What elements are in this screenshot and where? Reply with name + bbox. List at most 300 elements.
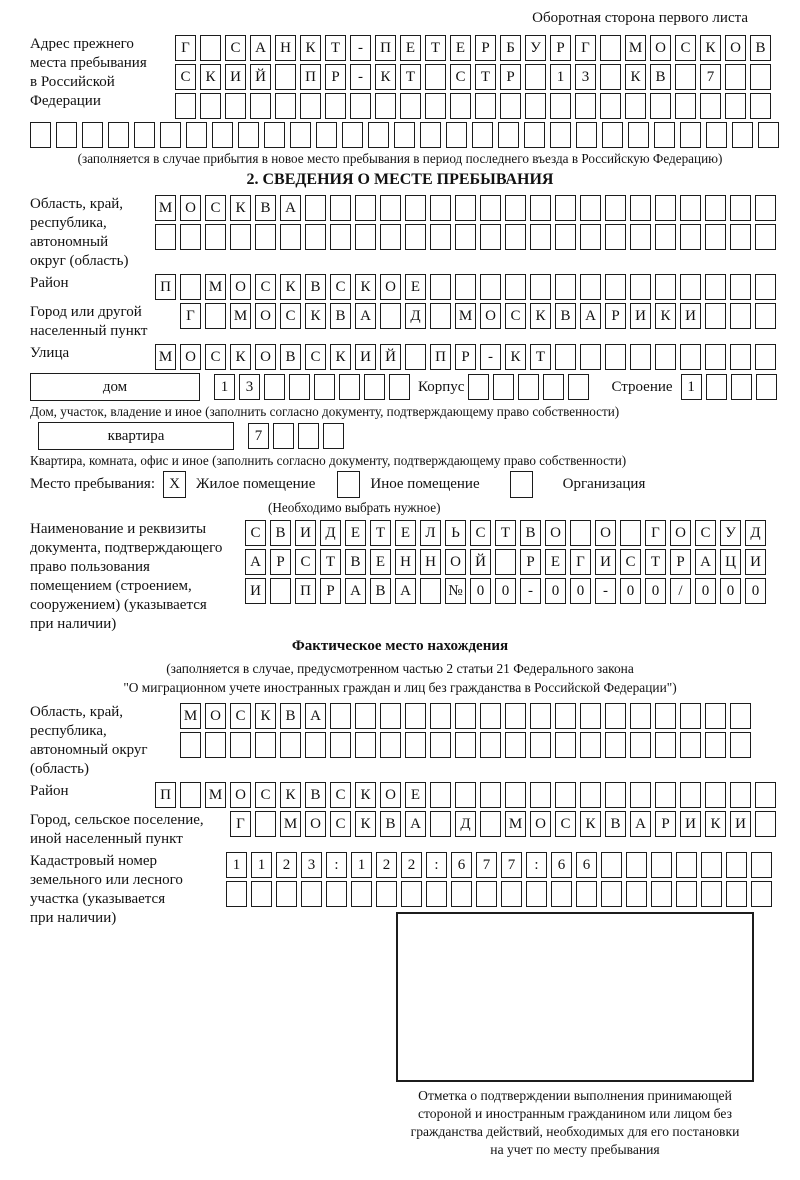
char-box[interactable] xyxy=(380,303,401,329)
char-box[interactable]: С xyxy=(695,520,716,546)
char-box[interactable] xyxy=(275,64,296,90)
char-box[interactable]: М xyxy=(155,344,176,370)
char-box[interactable] xyxy=(730,703,751,729)
char-box[interactable] xyxy=(755,782,776,808)
char-box[interactable] xyxy=(420,578,441,604)
char-box[interactable]: 0 xyxy=(720,578,741,604)
char-box[interactable]: 0 xyxy=(695,578,716,604)
char-box[interactable] xyxy=(680,344,701,370)
char-box[interactable] xyxy=(446,122,467,148)
char-box[interactable]: Р xyxy=(605,303,626,329)
char-box[interactable] xyxy=(205,303,226,329)
char-box[interactable] xyxy=(755,303,776,329)
char-box[interactable] xyxy=(368,122,389,148)
char-box[interactable]: М xyxy=(205,782,226,808)
char-box[interactable] xyxy=(420,122,441,148)
char-box[interactable]: : xyxy=(326,852,347,878)
char-box[interactable]: 0 xyxy=(570,578,591,604)
char-box[interactable] xyxy=(626,881,647,907)
char-box[interactable]: Н xyxy=(275,35,296,61)
char-box[interactable]: С xyxy=(225,35,246,61)
char-box[interactable] xyxy=(580,195,601,221)
char-box[interactable] xyxy=(551,881,572,907)
char-box[interactable] xyxy=(524,122,545,148)
char-box[interactable] xyxy=(160,122,181,148)
char-box[interactable]: Р xyxy=(655,811,676,837)
char-box[interactable] xyxy=(530,782,551,808)
char-box[interactable] xyxy=(480,782,501,808)
char-box[interactable] xyxy=(655,274,676,300)
char-box[interactable] xyxy=(605,195,626,221)
char-box[interactable] xyxy=(726,852,747,878)
char-box[interactable]: 3 xyxy=(575,64,596,90)
char-box[interactable]: В xyxy=(330,303,351,329)
char-box[interactable] xyxy=(226,881,247,907)
char-box[interactable] xyxy=(186,122,207,148)
char-box[interactable] xyxy=(455,195,476,221)
char-box[interactable] xyxy=(476,881,497,907)
char-box[interactable]: С xyxy=(330,274,351,300)
char-box[interactable] xyxy=(680,782,701,808)
char-box[interactable]: В xyxy=(370,578,391,604)
char-box[interactable] xyxy=(355,732,376,758)
char-box[interactable]: 2 xyxy=(401,852,422,878)
char-box[interactable] xyxy=(376,881,397,907)
char-box[interactable] xyxy=(355,703,376,729)
char-box[interactable]: О xyxy=(595,520,616,546)
char-box[interactable]: 1 xyxy=(226,852,247,878)
char-box[interactable]: К xyxy=(230,195,251,221)
char-box[interactable] xyxy=(751,852,772,878)
char-box[interactable]: - xyxy=(350,35,371,61)
char-box[interactable]: О xyxy=(545,520,566,546)
char-box[interactable]: 1 xyxy=(251,852,272,878)
char-box[interactable] xyxy=(495,549,516,575)
char-box[interactable]: О xyxy=(445,549,466,575)
char-box[interactable] xyxy=(225,93,246,119)
char-box[interactable]: С xyxy=(205,344,226,370)
char-box[interactable]: А xyxy=(280,195,301,221)
char-box[interactable]: В xyxy=(280,703,301,729)
char-box[interactable]: С xyxy=(255,782,276,808)
char-box[interactable]: Т xyxy=(320,549,341,575)
char-box[interactable]: Р xyxy=(325,64,346,90)
char-box[interactable]: С xyxy=(620,549,641,575)
char-box[interactable]: Т xyxy=(400,64,421,90)
char-box[interactable] xyxy=(505,274,526,300)
char-box[interactable] xyxy=(676,881,697,907)
char-box[interactable] xyxy=(706,122,727,148)
char-box[interactable]: С xyxy=(280,303,301,329)
char-box[interactable]: О xyxy=(725,35,746,61)
char-box[interactable]: С xyxy=(245,520,266,546)
char-box[interactable] xyxy=(451,881,472,907)
char-box[interactable] xyxy=(505,703,526,729)
char-box[interactable]: Г xyxy=(645,520,666,546)
char-box[interactable]: Т xyxy=(495,520,516,546)
char-box[interactable] xyxy=(380,224,401,250)
char-box[interactable]: 6 xyxy=(551,852,572,878)
char-box[interactable]: С xyxy=(450,64,471,90)
char-box[interactable] xyxy=(755,195,776,221)
char-box[interactable]: К xyxy=(530,303,551,329)
char-box[interactable] xyxy=(498,122,519,148)
char-box[interactable] xyxy=(600,93,621,119)
char-box[interactable]: П xyxy=(155,274,176,300)
char-box[interactable]: А xyxy=(630,811,651,837)
char-box[interactable]: Р xyxy=(455,344,476,370)
char-box[interactable] xyxy=(675,64,696,90)
char-box[interactable] xyxy=(706,374,727,400)
char-box[interactable]: К xyxy=(330,344,351,370)
char-box[interactable]: О xyxy=(480,303,501,329)
char-box[interactable]: Н xyxy=(395,549,416,575)
char-box[interactable] xyxy=(275,93,296,119)
char-box[interactable] xyxy=(430,303,451,329)
char-box[interactable]: Ц xyxy=(720,549,741,575)
char-box[interactable] xyxy=(472,122,493,148)
char-box[interactable] xyxy=(680,732,701,758)
char-box[interactable] xyxy=(405,224,426,250)
char-box[interactable]: М xyxy=(625,35,646,61)
char-box[interactable] xyxy=(755,811,776,837)
char-box[interactable]: Т xyxy=(370,520,391,546)
char-box[interactable]: О xyxy=(255,303,276,329)
char-box[interactable]: К xyxy=(700,35,721,61)
char-box[interactable] xyxy=(305,195,326,221)
char-box[interactable]: Р xyxy=(475,35,496,61)
char-box[interactable]: Ь xyxy=(445,520,466,546)
char-box[interactable] xyxy=(342,122,363,148)
char-box[interactable]: 1 xyxy=(550,64,571,90)
char-box[interactable]: К xyxy=(625,64,646,90)
char-box[interactable]: Й xyxy=(380,344,401,370)
char-box[interactable]: С xyxy=(305,344,326,370)
char-box[interactable]: Р xyxy=(550,35,571,61)
char-box[interactable] xyxy=(505,782,526,808)
char-box[interactable]: 0 xyxy=(495,578,516,604)
char-box[interactable] xyxy=(394,122,415,148)
char-box[interactable]: Т xyxy=(530,344,551,370)
char-box[interactable] xyxy=(430,732,451,758)
char-box[interactable] xyxy=(480,224,501,250)
char-box[interactable] xyxy=(530,195,551,221)
char-box[interactable] xyxy=(605,344,626,370)
char-box[interactable]: 6 xyxy=(451,852,472,878)
char-box[interactable] xyxy=(276,881,297,907)
char-box[interactable] xyxy=(575,93,596,119)
char-box[interactable]: К xyxy=(300,35,321,61)
char-box[interactable] xyxy=(330,703,351,729)
char-box[interactable] xyxy=(730,344,751,370)
char-box[interactable]: 6 xyxy=(576,852,597,878)
char-box[interactable] xyxy=(205,732,226,758)
char-box[interactable] xyxy=(330,195,351,221)
char-box[interactable] xyxy=(730,224,751,250)
char-box[interactable]: Д xyxy=(745,520,766,546)
char-box[interactable]: В xyxy=(280,344,301,370)
char-box[interactable] xyxy=(602,122,623,148)
char-box[interactable]: С xyxy=(555,811,576,837)
char-box[interactable]: Р xyxy=(500,64,521,90)
char-box[interactable]: Е xyxy=(370,549,391,575)
char-box[interactable] xyxy=(505,732,526,758)
char-box[interactable]: Е xyxy=(395,520,416,546)
char-box[interactable] xyxy=(425,93,446,119)
char-box[interactable] xyxy=(651,881,672,907)
char-box[interactable] xyxy=(580,344,601,370)
char-box[interactable] xyxy=(264,122,285,148)
char-box[interactable]: П xyxy=(300,64,321,90)
char-box[interactable] xyxy=(326,881,347,907)
char-box[interactable] xyxy=(755,224,776,250)
char-box[interactable]: Л xyxy=(420,520,441,546)
char-box[interactable]: О xyxy=(230,274,251,300)
char-box[interactable]: О xyxy=(305,811,326,837)
char-box[interactable]: - xyxy=(480,344,501,370)
char-box[interactable] xyxy=(455,782,476,808)
char-box[interactable] xyxy=(750,64,771,90)
char-box[interactable]: Е xyxy=(345,520,366,546)
char-box[interactable] xyxy=(705,703,726,729)
char-box[interactable] xyxy=(576,881,597,907)
char-box[interactable]: К xyxy=(355,811,376,837)
char-box[interactable]: И xyxy=(630,303,651,329)
char-box[interactable]: Р xyxy=(670,549,691,575)
char-box[interactable] xyxy=(350,93,371,119)
char-box[interactable] xyxy=(455,274,476,300)
char-box[interactable] xyxy=(705,224,726,250)
char-box[interactable] xyxy=(725,64,746,90)
char-box[interactable]: А xyxy=(395,578,416,604)
char-box[interactable]: В xyxy=(345,549,366,575)
char-box[interactable] xyxy=(426,881,447,907)
char-box[interactable]: В xyxy=(255,195,276,221)
char-box[interactable] xyxy=(30,122,51,148)
char-box[interactable] xyxy=(505,224,526,250)
char-box[interactable] xyxy=(730,732,751,758)
char-box[interactable] xyxy=(580,274,601,300)
char-box[interactable] xyxy=(530,703,551,729)
char-box[interactable]: С xyxy=(330,782,351,808)
char-box[interactable]: Д xyxy=(405,303,426,329)
char-box[interactable]: О xyxy=(670,520,691,546)
char-box[interactable]: Г xyxy=(230,811,251,837)
char-box[interactable]: К xyxy=(200,64,221,90)
char-box[interactable]: К xyxy=(230,344,251,370)
char-box[interactable] xyxy=(273,423,294,449)
char-box[interactable] xyxy=(555,344,576,370)
char-box[interactable] xyxy=(576,122,597,148)
char-box[interactable] xyxy=(555,274,576,300)
char-box[interactable] xyxy=(280,732,301,758)
char-box[interactable] xyxy=(518,374,539,400)
char-box[interactable] xyxy=(305,732,326,758)
char-box[interactable] xyxy=(290,122,311,148)
char-box[interactable] xyxy=(675,93,696,119)
char-box[interactable] xyxy=(380,703,401,729)
char-box[interactable] xyxy=(580,703,601,729)
char-box[interactable]: К xyxy=(375,64,396,90)
char-box[interactable] xyxy=(580,782,601,808)
char-box[interactable]: 7 xyxy=(501,852,522,878)
char-box[interactable]: О xyxy=(255,344,276,370)
char-box[interactable] xyxy=(270,578,291,604)
char-box[interactable]: Р xyxy=(520,549,541,575)
char-box[interactable]: К xyxy=(355,274,376,300)
char-box[interactable] xyxy=(705,344,726,370)
char-box[interactable]: А xyxy=(245,549,266,575)
char-box[interactable]: К xyxy=(505,344,526,370)
char-box[interactable] xyxy=(730,782,751,808)
char-box[interactable] xyxy=(200,93,221,119)
char-box[interactable]: Б xyxy=(500,35,521,61)
char-box[interactable]: С xyxy=(675,35,696,61)
house-type-box[interactable] xyxy=(30,373,200,401)
char-box[interactable] xyxy=(480,811,501,837)
char-box[interactable] xyxy=(630,195,651,221)
char-box[interactable]: Г xyxy=(180,303,201,329)
char-box[interactable]: 7 xyxy=(248,423,269,449)
char-box[interactable]: - xyxy=(350,64,371,90)
char-box[interactable] xyxy=(405,195,426,221)
char-box[interactable] xyxy=(255,732,276,758)
char-box[interactable]: М xyxy=(505,811,526,837)
char-box[interactable] xyxy=(680,274,701,300)
char-box[interactable] xyxy=(380,732,401,758)
char-box[interactable] xyxy=(314,374,335,400)
char-box[interactable] xyxy=(701,881,722,907)
char-box[interactable] xyxy=(730,195,751,221)
char-box[interactable] xyxy=(251,881,272,907)
char-box[interactable]: У xyxy=(720,520,741,546)
char-box[interactable]: В xyxy=(305,782,326,808)
char-box[interactable] xyxy=(480,732,501,758)
char-box[interactable]: К xyxy=(355,782,376,808)
char-box[interactable]: У xyxy=(525,35,546,61)
char-box[interactable]: Р xyxy=(320,578,341,604)
char-box[interactable]: С xyxy=(330,811,351,837)
char-box[interactable]: И xyxy=(295,520,316,546)
char-box[interactable]: Р xyxy=(270,549,291,575)
char-box[interactable]: М xyxy=(230,303,251,329)
char-box[interactable] xyxy=(555,732,576,758)
char-box[interactable] xyxy=(630,344,651,370)
char-box[interactable]: Й xyxy=(470,549,491,575)
char-box[interactable] xyxy=(651,852,672,878)
char-box[interactable]: Е xyxy=(450,35,471,61)
char-box[interactable] xyxy=(430,811,451,837)
char-box[interactable]: 0 xyxy=(645,578,666,604)
char-box[interactable] xyxy=(630,224,651,250)
char-box[interactable]: М xyxy=(205,274,226,300)
char-box[interactable]: О xyxy=(180,344,201,370)
char-box[interactable] xyxy=(289,374,310,400)
char-box[interactable]: О xyxy=(180,195,201,221)
char-box[interactable]: С xyxy=(295,549,316,575)
char-box[interactable]: О xyxy=(650,35,671,61)
char-box[interactable] xyxy=(750,93,771,119)
char-box[interactable]: Н xyxy=(420,549,441,575)
char-box[interactable]: К xyxy=(705,811,726,837)
char-box[interactable] xyxy=(230,732,251,758)
char-box[interactable]: И xyxy=(680,303,701,329)
char-box[interactable] xyxy=(480,274,501,300)
char-box[interactable] xyxy=(655,195,676,221)
char-box[interactable]: П xyxy=(430,344,451,370)
char-box[interactable] xyxy=(300,93,321,119)
char-box[interactable] xyxy=(430,274,451,300)
char-box[interactable] xyxy=(212,122,233,148)
char-box[interactable]: А xyxy=(250,35,271,61)
char-box[interactable] xyxy=(298,423,319,449)
char-box[interactable] xyxy=(468,374,489,400)
char-box[interactable]: А xyxy=(305,703,326,729)
char-box[interactable] xyxy=(264,374,285,400)
char-box[interactable] xyxy=(655,782,676,808)
char-box[interactable] xyxy=(526,881,547,907)
char-box[interactable]: Д xyxy=(320,520,341,546)
char-box[interactable] xyxy=(155,224,176,250)
char-box[interactable]: 0 xyxy=(745,578,766,604)
char-box[interactable] xyxy=(405,732,426,758)
char-box[interactable] xyxy=(630,703,651,729)
char-box[interactable] xyxy=(56,122,77,148)
char-box[interactable] xyxy=(605,782,626,808)
char-box[interactable] xyxy=(568,374,589,400)
char-box[interactable] xyxy=(430,195,451,221)
char-box[interactable]: К xyxy=(655,303,676,329)
char-box[interactable] xyxy=(620,520,641,546)
char-box[interactable]: Т xyxy=(325,35,346,61)
char-box[interactable] xyxy=(628,122,649,148)
char-box[interactable] xyxy=(530,732,551,758)
char-box[interactable] xyxy=(655,703,676,729)
char-box[interactable]: В xyxy=(650,64,671,90)
char-box[interactable] xyxy=(655,224,676,250)
char-box[interactable]: К xyxy=(580,811,601,837)
char-box[interactable]: И xyxy=(355,344,376,370)
char-box[interactable]: А xyxy=(345,578,366,604)
char-box[interactable] xyxy=(330,732,351,758)
char-box[interactable]: Т xyxy=(645,549,666,575)
char-box[interactable]: С xyxy=(255,274,276,300)
char-box[interactable] xyxy=(323,423,344,449)
char-box[interactable] xyxy=(82,122,103,148)
char-box[interactable] xyxy=(725,93,746,119)
char-box[interactable]: Е xyxy=(405,274,426,300)
char-box[interactable]: О xyxy=(380,782,401,808)
char-box[interactable] xyxy=(732,122,753,148)
char-box[interactable]: В xyxy=(555,303,576,329)
char-box[interactable]: М xyxy=(180,703,201,729)
char-box[interactable] xyxy=(355,195,376,221)
char-box[interactable] xyxy=(255,811,276,837)
char-box[interactable]: : xyxy=(426,852,447,878)
char-box[interactable] xyxy=(676,852,697,878)
char-box[interactable] xyxy=(758,122,779,148)
char-box[interactable] xyxy=(600,35,621,61)
char-box[interactable] xyxy=(455,732,476,758)
char-box[interactable]: 0 xyxy=(620,578,641,604)
char-box[interactable] xyxy=(525,64,546,90)
char-box[interactable]: К xyxy=(280,274,301,300)
char-box[interactable]: 7 xyxy=(476,852,497,878)
char-box[interactable] xyxy=(630,732,651,758)
char-box[interactable] xyxy=(555,703,576,729)
char-box[interactable] xyxy=(255,224,276,250)
char-box[interactable] xyxy=(505,195,526,221)
